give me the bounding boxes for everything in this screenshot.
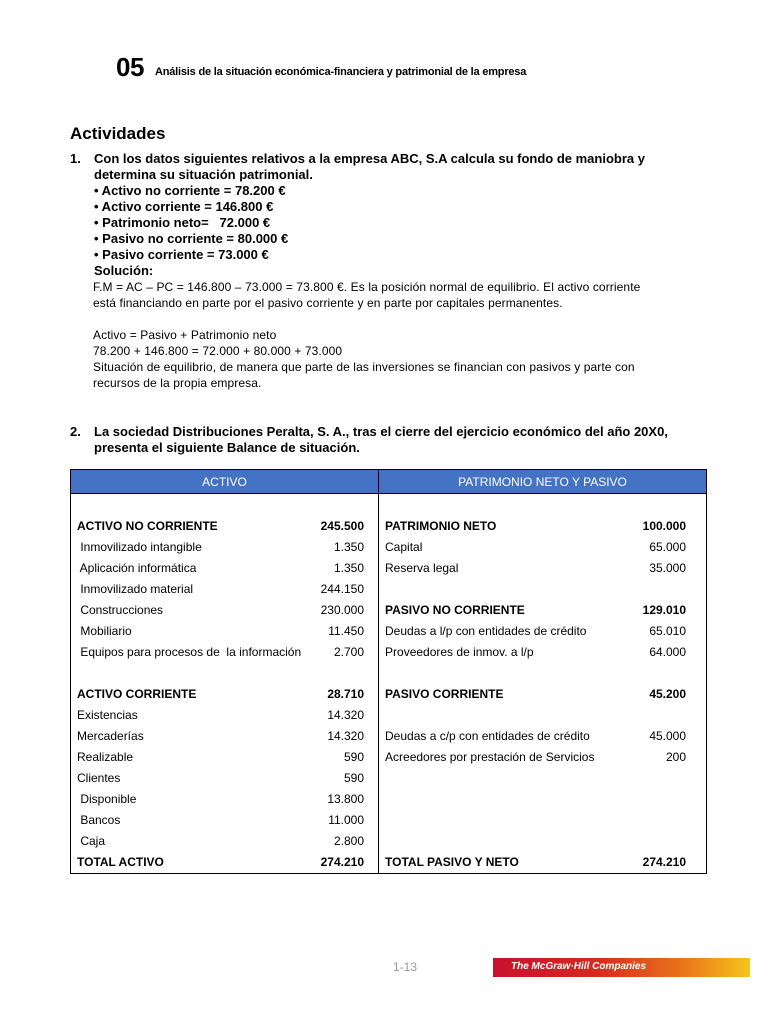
solution-line: Activo = Pasivo + Patrimonio neto — [93, 328, 277, 342]
balance-sheet-table — [70, 469, 707, 874]
activo-value: 2.700 — [333, 645, 365, 659]
pasivo-label — [379, 705, 639, 726]
pasivo-value: 64.000 — [649, 645, 687, 659]
q1-line: • Pasivo corriente = 73.000 € — [94, 247, 269, 262]
question-2 — [94, 424, 674, 456]
pasivo-value — [639, 768, 707, 789]
q1-line: • Activo no corriente = 78.200 € — [94, 183, 286, 198]
activo-label: Bancos — [77, 813, 121, 827]
solution-line: F.M = AC – PC = 146.800 – 73.000 = 73.800 €. Es la posición normal de equilibrio. El activo corriente — [93, 280, 641, 294]
balance-row — [71, 768, 707, 789]
activo-label: Caja — [77, 834, 106, 848]
solution-line: recursos de la propia empresa. — [93, 376, 262, 390]
activo-label: Disponible — [77, 792, 137, 806]
activo-label: Construcciones — [77, 603, 164, 617]
balance-row — [71, 831, 707, 852]
activo-value: 590 — [343, 750, 365, 764]
activo-value: 11.000 — [328, 813, 365, 827]
header-pasivo: PATRIMONIO NETO Y PASIVO — [379, 470, 707, 494]
activo-value: 590 — [343, 771, 365, 785]
balance-row — [71, 684, 707, 705]
activo-label — [71, 663, 309, 684]
q1-line: Con los datos siguientes relativos a la empresa ABC, S.A calcula su fondo de maniobra y — [94, 151, 645, 166]
pasivo-value: 35.000 — [649, 561, 687, 575]
pasivo-value: 65.010 — [649, 624, 687, 638]
publisher-name: The McGraw·Hill Companies — [511, 961, 647, 972]
pasivo-value: 274.210 — [642, 855, 687, 869]
pasivo-value: 100.000 — [642, 519, 687, 533]
activo-label: Aplicación informática — [77, 561, 197, 575]
activo-value: 1.350 — [333, 540, 365, 554]
activo-label: Mercaderías — [77, 729, 144, 743]
balance-row — [71, 726, 707, 747]
balance-row — [71, 663, 707, 684]
solution-line: Situación de equilibrio, de manera que parte de las inversiones se financian con pasivos y parte con — [93, 360, 635, 374]
pasivo-value — [639, 494, 707, 516]
activo-value: 13.800 — [327, 792, 365, 806]
question-1 — [94, 151, 674, 279]
chapter-number: 05 — [116, 52, 144, 82]
pasivo-label: PASIVO NO CORRIENTE — [379, 600, 639, 621]
pasivo-value: 200 — [666, 750, 687, 764]
activo-label: ACTIVO CORRIENTE — [77, 687, 197, 701]
question-1-number: 1. — [70, 151, 81, 166]
pasivo-label — [379, 768, 639, 789]
activo-label: Inmovilizado material — [77, 582, 194, 596]
pasivo-label — [379, 663, 639, 684]
balance-row — [71, 494, 707, 516]
balance-row — [71, 537, 707, 558]
activo-value: 230.000 — [320, 603, 365, 617]
solution-line: 78.200 + 146.800 = 72.000 + 80.000 + 73.000 — [93, 344, 343, 358]
q1-line: • Pasivo no corriente = 80.000 € — [94, 231, 289, 246]
activo-label: Mobiliario — [77, 624, 132, 638]
page-number: 1-13 — [393, 960, 418, 974]
pasivo-value: 45.000 — [649, 729, 687, 743]
balance-row — [71, 705, 707, 726]
activo-label: Realizable — [77, 750, 134, 764]
pasivo-value — [639, 705, 707, 726]
pasivo-label: TOTAL PASIVO Y NETO — [379, 852, 639, 874]
activo-label: Clientes — [77, 771, 121, 785]
pasivo-label: PATRIMONIO NETO — [379, 516, 639, 537]
activo-value: 274.210 — [320, 855, 365, 869]
balance-row — [71, 789, 707, 810]
balance-header-row — [71, 470, 707, 494]
balance-row — [71, 579, 707, 600]
activo-label — [71, 494, 309, 516]
balance-row — [71, 516, 707, 537]
balance-row — [71, 852, 707, 874]
pasivo-value — [639, 831, 707, 852]
activo-value: 11.450 — [328, 624, 365, 638]
activo-value — [309, 494, 379, 516]
question-2-number: 2. — [70, 424, 81, 439]
pasivo-label: Deudas a c/p con entidades de crédito — [379, 726, 639, 747]
pasivo-value: 45.200 — [649, 687, 687, 701]
activo-value: 28.710 — [327, 687, 365, 701]
section-title: Actividades — [70, 124, 166, 143]
q2-line: La sociedad Distribuciones Peralta, S. A., tras el cierre del ejercicio económico del año 20X0, — [94, 424, 668, 439]
activo-value: 14.320 — [327, 708, 365, 722]
pasivo-label — [379, 579, 639, 600]
activo-value: 2.800 — [333, 834, 365, 848]
publisher-logo — [493, 958, 750, 977]
pasivo-value — [639, 663, 707, 684]
q1-line: Solución: — [94, 263, 154, 278]
pasivo-label: Proveedores de inmov. a l/p — [379, 642, 639, 663]
activo-value: 14.320 — [327, 729, 365, 743]
pasivo-label — [379, 810, 639, 831]
balance-row — [71, 642, 707, 663]
pasivo-label: PASIVO CORRIENTE — [379, 684, 639, 705]
pasivo-label — [379, 494, 639, 516]
pasivo-label: Deudas a l/p con entidades de crédito — [379, 621, 639, 642]
balance-row — [71, 810, 707, 831]
pasivo-label: Capital — [379, 537, 639, 558]
activo-label: TOTAL ACTIVO — [77, 855, 164, 869]
activo-value — [309, 663, 379, 684]
pasivo-value — [639, 810, 707, 831]
activo-value: 245.500 — [320, 519, 365, 533]
pasivo-value: 65.000 — [649, 540, 687, 554]
q2-line: presenta el siguiente Balance de situación. — [94, 440, 360, 455]
balance-row — [71, 621, 707, 642]
q1-line: • Patrimonio neto= 72.000 € — [94, 215, 271, 230]
q1-line: • Activo corriente = 146.800 € — [94, 199, 274, 214]
activo-label: ACTIVO NO CORRIENTE — [77, 519, 218, 533]
q1-line: determina su situación patrimonial. — [94, 167, 313, 182]
pasivo-value — [639, 579, 707, 600]
activo-value: 244.150 — [320, 582, 365, 596]
pasivo-label — [379, 831, 639, 852]
activo-label: Existencias — [77, 708, 138, 722]
chapter-title: Análisis de la situación económica-financiera y patrimonial de la empresa — [155, 66, 527, 78]
activo-label: Inmovilizado intangible — [77, 540, 202, 554]
header-activo: ACTIVO — [71, 470, 379, 494]
activo-value: 1.350 — [333, 561, 365, 575]
balance-row — [71, 600, 707, 621]
pasivo-label: Reserva legal — [379, 558, 639, 579]
pasivo-value — [639, 789, 707, 810]
activo-label: Equipos para procesos de la información — [77, 645, 302, 659]
solution-line: está financiando en parte por el pasivo corriente y en parte por capitales permanentes. — [93, 296, 563, 310]
pasivo-label: Acreedores por prestación de Servicios — [379, 747, 639, 768]
solution-block — [93, 279, 693, 391]
pasivo-label — [379, 789, 639, 810]
balance-row — [71, 558, 707, 579]
pasivo-value: 129.010 — [642, 603, 687, 617]
balance-row — [71, 747, 707, 768]
